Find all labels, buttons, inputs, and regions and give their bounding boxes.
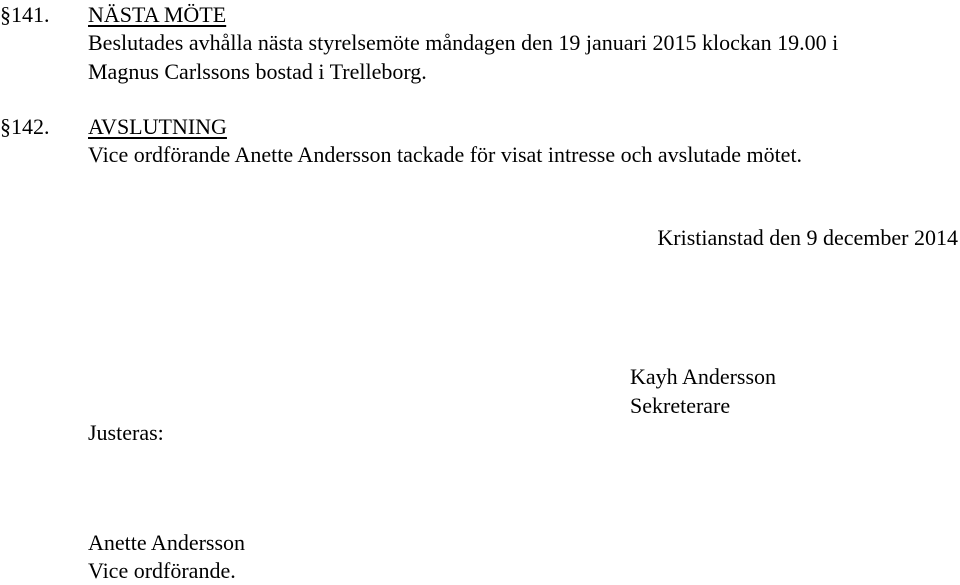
- signer-title: Sekreterare: [630, 393, 731, 418]
- section-text-line: Beslutades avhålla nästa styrelsemöte måndagen den 19 januari 2015 klockan 19.00 i: [88, 30, 839, 55]
- signer-name: Anette Andersson: [88, 530, 246, 555]
- section-number: §142.: [0, 114, 50, 139]
- section-text-line: Vice ordförande Anette Andersson tackade för visat intresse och avslutade mötet.: [88, 142, 803, 167]
- signer-name: Kayh Andersson: [630, 364, 777, 389]
- section-heading: NÄSTA MÖTE: [88, 2, 227, 27]
- section-number: §141.: [0, 2, 50, 27]
- place-date: Kristianstad den 9 december 2014: [657, 225, 958, 250]
- verified-label: Justeras:: [88, 420, 164, 445]
- section-heading: AVSLUTNING: [88, 114, 227, 139]
- section-text-line: Magnus Carlssons bostad i Trelleborg.: [88, 59, 427, 84]
- signer-title: Vice ordförande.: [88, 558, 236, 583]
